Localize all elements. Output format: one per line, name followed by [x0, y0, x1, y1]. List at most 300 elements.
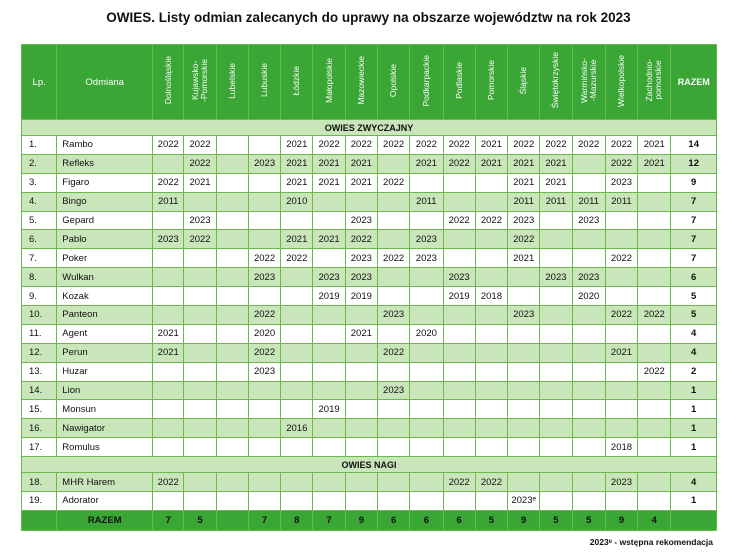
row-year-cell: [540, 473, 572, 492]
table-row: [22, 306, 717, 325]
row-year-cell: [475, 419, 507, 438]
row-year-cell: 2022: [572, 136, 605, 155]
row-year-cell: 2023: [540, 268, 572, 287]
row-year-cell: [248, 230, 280, 249]
row-year-cell: [475, 343, 507, 362]
row-year-cell: [475, 362, 507, 381]
row-year-cell: [572, 343, 605, 362]
row-year-cell: [248, 211, 280, 230]
row-variety-name: Pablo: [57, 230, 153, 249]
row-year-cell: 2011: [410, 192, 443, 211]
row-year-cell: 2022: [377, 136, 409, 155]
row-year-cell: [410, 362, 443, 381]
row-year-cell: [184, 381, 216, 400]
row-year-cell: [153, 438, 184, 457]
row-year-cell: 2023: [572, 268, 605, 287]
row-year-cell: [443, 324, 475, 343]
row-year-cell: 2020: [410, 324, 443, 343]
row-lp: 9.: [22, 287, 57, 306]
row-year-cell: [216, 400, 248, 419]
row-year-cell: 2023: [508, 211, 540, 230]
row-year-cell: [508, 324, 540, 343]
row-year-cell: [248, 192, 280, 211]
row-year-cell: 2021: [345, 324, 377, 343]
row-lp: 16.: [22, 419, 57, 438]
row-year-cell: 2022: [281, 249, 313, 268]
row-year-cell: [281, 381, 313, 400]
row-year-cell: [377, 419, 409, 438]
row-year-cell: 2011: [572, 192, 605, 211]
row-year-cell: [377, 192, 409, 211]
row-year-cell: [313, 362, 345, 381]
row-year-cell: [281, 473, 313, 492]
row-year-cell: [248, 438, 280, 457]
row-year-cell: [377, 287, 409, 306]
row-year-cell: [216, 306, 248, 325]
row-year-cell: [184, 287, 216, 306]
row-year-cell: [410, 492, 443, 511]
row-year-cell: [540, 381, 572, 400]
row-year-cell: [508, 473, 540, 492]
row-year-cell: [184, 343, 216, 362]
row-year-cell: [508, 381, 540, 400]
row-lp: 4.: [22, 192, 57, 211]
row-year-cell: [184, 438, 216, 457]
row-variety-name: Adorator: [57, 492, 153, 511]
row-year-cell: [377, 230, 409, 249]
table-row: [22, 268, 717, 287]
row-year-cell: [638, 192, 671, 211]
row-year-cell: [345, 306, 377, 325]
row-year-cell: [313, 473, 345, 492]
table-row: [22, 473, 717, 492]
row-year-cell: [216, 211, 248, 230]
row-year-cell: 2022: [605, 306, 637, 325]
row-year-cell: [345, 192, 377, 211]
row-year-cell: 2021: [281, 173, 313, 192]
row-year-cell: 2011: [540, 192, 572, 211]
row-year-cell: [216, 419, 248, 438]
row-year-cell: 2021: [475, 136, 507, 155]
row-total: 1: [671, 381, 717, 400]
row-year-cell: [540, 306, 572, 325]
row-year-cell: 2023: [508, 306, 540, 325]
row-year-cell: 2022: [184, 136, 216, 155]
row-total: 5: [671, 306, 717, 325]
row-year-cell: [475, 306, 507, 325]
row-year-cell: 2011: [605, 192, 637, 211]
footer-count: 6: [410, 510, 443, 530]
row-year-cell: 2021: [540, 154, 572, 173]
row-year-cell: [184, 249, 216, 268]
row-year-cell: 2021: [605, 343, 637, 362]
row-year-cell: [377, 154, 409, 173]
row-year-cell: [475, 324, 507, 343]
row-year-cell: [638, 400, 671, 419]
row-year-cell: [410, 343, 443, 362]
row-year-cell: 2023: [345, 249, 377, 268]
header-region: Opolskie: [377, 45, 409, 120]
row-total: 7: [671, 230, 717, 249]
row-year-cell: [605, 419, 637, 438]
row-year-cell: [345, 438, 377, 457]
row-year-cell: [443, 192, 475, 211]
row-year-cell: 2022: [508, 136, 540, 155]
recommendation-table: [21, 44, 717, 531]
section-row: [22, 457, 717, 473]
row-year-cell: 2022: [605, 249, 637, 268]
table-row: [22, 192, 717, 211]
footer-count: 4: [638, 510, 671, 530]
row-year-cell: [216, 492, 248, 511]
row-total: 9: [671, 173, 717, 192]
row-year-cell: 2011: [508, 192, 540, 211]
row-year-cell: [377, 400, 409, 419]
row-lp: 7.: [22, 249, 57, 268]
row-year-cell: 2022: [638, 362, 671, 381]
row-year-cell: 2022: [313, 136, 345, 155]
row-year-cell: 2022: [248, 306, 280, 325]
row-year-cell: 2022: [153, 136, 184, 155]
section-label: OWIES NAGI: [22, 457, 717, 473]
row-year-cell: [443, 306, 475, 325]
row-lp: 17.: [22, 438, 57, 457]
table-row: [22, 249, 717, 268]
row-lp: 3.: [22, 173, 57, 192]
row-year-cell: [540, 211, 572, 230]
row-year-cell: [443, 492, 475, 511]
row-year-cell: [443, 419, 475, 438]
row-year-cell: [605, 268, 637, 287]
row-year-cell: [638, 211, 671, 230]
row-year-cell: [605, 324, 637, 343]
row-total: 6: [671, 268, 717, 287]
row-variety-name: Refleks: [57, 154, 153, 173]
row-lp: 15.: [22, 400, 57, 419]
row-year-cell: 2018: [475, 287, 507, 306]
row-year-cell: [475, 249, 507, 268]
row-year-cell: 2023: [377, 381, 409, 400]
row-year-cell: [572, 473, 605, 492]
row-total: 1: [671, 419, 717, 438]
row-lp: 5.: [22, 211, 57, 230]
row-total: 1: [671, 492, 717, 511]
row-year-cell: 2022: [638, 306, 671, 325]
row-year-cell: [377, 211, 409, 230]
row-year-cell: [313, 381, 345, 400]
row-lp: 1.: [22, 136, 57, 155]
footer-count: 9: [605, 510, 637, 530]
row-year-cell: [153, 154, 184, 173]
row-year-cell: [153, 419, 184, 438]
row-lp: 2.: [22, 154, 57, 173]
header-region: Świętokrzyskie: [540, 45, 572, 120]
row-year-cell: [184, 419, 216, 438]
row-year-cell: [216, 362, 248, 381]
row-year-cell: [281, 362, 313, 381]
row-year-cell: [638, 268, 671, 287]
row-year-cell: [313, 306, 345, 325]
row-year-cell: [443, 362, 475, 381]
row-year-cell: [216, 438, 248, 457]
table-row: [22, 419, 717, 438]
row-total: 4: [671, 324, 717, 343]
row-year-cell: [216, 173, 248, 192]
row-total: 2: [671, 362, 717, 381]
row-year-cell: [410, 268, 443, 287]
row-year-cell: [508, 419, 540, 438]
row-year-cell: [345, 400, 377, 419]
row-year-cell: [572, 381, 605, 400]
row-year-cell: [638, 343, 671, 362]
row-year-cell: [153, 492, 184, 511]
footer-count: 6: [377, 510, 409, 530]
row-year-cell: [443, 230, 475, 249]
row-year-cell: [313, 324, 345, 343]
row-year-cell: [153, 400, 184, 419]
row-year-cell: [572, 154, 605, 173]
row-year-cell: 2023: [443, 268, 475, 287]
row-year-cell: [281, 400, 313, 419]
row-year-cell: [281, 343, 313, 362]
footer-count: [216, 510, 248, 530]
row-year-cell: 2016: [281, 419, 313, 438]
row-year-cell: 2023: [605, 473, 637, 492]
row-year-cell: [638, 324, 671, 343]
row-variety-name: Wulkan: [57, 268, 153, 287]
row-variety-name: Lion: [57, 381, 153, 400]
row-year-cell: 2018: [605, 438, 637, 457]
row-year-cell: [572, 306, 605, 325]
row-year-cell: [248, 473, 280, 492]
row-year-cell: 2023: [184, 211, 216, 230]
row-year-cell: [572, 419, 605, 438]
row-year-cell: 2021: [638, 136, 671, 155]
row-year-cell: [216, 230, 248, 249]
row-year-cell: [605, 400, 637, 419]
row-year-cell: [345, 381, 377, 400]
row-year-cell: 2022: [443, 473, 475, 492]
row-year-cell: [377, 473, 409, 492]
row-lp: 19.: [22, 492, 57, 511]
row-year-cell: [248, 136, 280, 155]
row-year-cell: [313, 438, 345, 457]
row-year-cell: [443, 438, 475, 457]
row-year-cell: [605, 287, 637, 306]
row-year-cell: 2019: [345, 287, 377, 306]
row-year-cell: [184, 362, 216, 381]
row-variety-name: Figaro: [57, 173, 153, 192]
row-variety-name: Bingo: [57, 192, 153, 211]
header-region: Kujawsko- -Pomorskie: [184, 45, 216, 120]
row-total: 4: [671, 473, 717, 492]
row-year-cell: 2021: [345, 173, 377, 192]
header-region: Lubuskie: [248, 45, 280, 120]
row-year-cell: [410, 419, 443, 438]
row-year-cell: [572, 249, 605, 268]
footer-count: 5: [540, 510, 572, 530]
row-year-cell: 2021: [153, 324, 184, 343]
row-year-cell: [345, 473, 377, 492]
row-total: 7: [671, 192, 717, 211]
row-year-cell: [216, 249, 248, 268]
row-year-cell: 2023ᵉ: [508, 492, 540, 511]
row-year-cell: 2022: [345, 230, 377, 249]
row-year-cell: [377, 492, 409, 511]
row-year-cell: 2023: [377, 306, 409, 325]
row-year-cell: [410, 173, 443, 192]
recommendation-table-wrapper: [21, 44, 717, 531]
row-lp: 8.: [22, 268, 57, 287]
row-total: 7: [671, 249, 717, 268]
footer-count: 5: [184, 510, 216, 530]
row-year-cell: 2023: [313, 268, 345, 287]
row-year-cell: 2022: [184, 154, 216, 173]
row-year-cell: [153, 268, 184, 287]
table-row: [22, 211, 717, 230]
row-year-cell: [540, 249, 572, 268]
row-variety-name: Kozak: [57, 287, 153, 306]
row-year-cell: [184, 473, 216, 492]
row-year-cell: 2022: [345, 136, 377, 155]
header-region: Warmińsko- -Mazurskie: [572, 45, 605, 120]
row-year-cell: [281, 211, 313, 230]
row-year-cell: [572, 173, 605, 192]
row-year-cell: [153, 362, 184, 381]
row-year-cell: [508, 400, 540, 419]
header-region: Pomorskie: [475, 45, 507, 120]
row-year-cell: [248, 287, 280, 306]
row-lp: 18.: [22, 473, 57, 492]
row-year-cell: 2021: [508, 173, 540, 192]
row-year-cell: [443, 249, 475, 268]
row-year-cell: [540, 400, 572, 419]
row-year-cell: [313, 343, 345, 362]
row-year-cell: [410, 438, 443, 457]
row-year-cell: [184, 492, 216, 511]
row-year-cell: 2021: [184, 173, 216, 192]
row-year-cell: 2023: [410, 249, 443, 268]
row-year-cell: 2023: [248, 268, 280, 287]
row-year-cell: [410, 287, 443, 306]
row-year-cell: [443, 400, 475, 419]
table-row: [22, 154, 717, 173]
footer-count: 5: [572, 510, 605, 530]
header-region: Wielkopolskie: [605, 45, 637, 120]
table-row: [22, 400, 717, 419]
row-year-cell: [638, 381, 671, 400]
row-year-cell: 2021: [313, 173, 345, 192]
row-year-cell: [410, 306, 443, 325]
row-year-cell: [313, 192, 345, 211]
row-year-cell: 2022: [377, 249, 409, 268]
row-year-cell: [216, 324, 248, 343]
table-row: [22, 287, 717, 306]
row-year-cell: [216, 343, 248, 362]
row-year-cell: [248, 419, 280, 438]
row-year-cell: [248, 173, 280, 192]
row-year-cell: [313, 419, 345, 438]
row-year-cell: 2023: [410, 230, 443, 249]
row-total: 7: [671, 211, 717, 230]
row-year-cell: 2021: [281, 230, 313, 249]
row-year-cell: 2022: [605, 136, 637, 155]
row-year-cell: 2023: [605, 173, 637, 192]
row-year-cell: 2023: [153, 230, 184, 249]
row-year-cell: [572, 230, 605, 249]
row-year-cell: [184, 192, 216, 211]
table-row: [22, 362, 717, 381]
row-year-cell: [153, 306, 184, 325]
row-year-cell: [184, 268, 216, 287]
row-year-cell: 2021: [508, 249, 540, 268]
row-year-cell: 2021: [281, 154, 313, 173]
row-variety-name: Huzar: [57, 362, 153, 381]
row-year-cell: 2022: [410, 136, 443, 155]
header-lp: Lp.: [22, 45, 57, 120]
row-year-cell: [605, 381, 637, 400]
row-lp: 13.: [22, 362, 57, 381]
row-year-cell: 2022: [475, 473, 507, 492]
row-year-cell: 2021: [638, 154, 671, 173]
row-year-cell: [216, 154, 248, 173]
row-year-cell: [216, 473, 248, 492]
row-year-cell: [153, 211, 184, 230]
row-year-cell: 2022: [377, 173, 409, 192]
row-variety-name: Monsun: [57, 400, 153, 419]
row-year-cell: [638, 230, 671, 249]
header-region: Podlaskie: [443, 45, 475, 120]
row-year-cell: [638, 249, 671, 268]
row-year-cell: [638, 173, 671, 192]
row-year-cell: 2022: [184, 230, 216, 249]
row-year-cell: 2021: [508, 154, 540, 173]
row-year-cell: 2023: [248, 154, 280, 173]
row-year-cell: 2022: [443, 154, 475, 173]
row-year-cell: [153, 381, 184, 400]
row-year-cell: [475, 438, 507, 457]
row-year-cell: [216, 381, 248, 400]
row-year-cell: [281, 438, 313, 457]
row-year-cell: [184, 400, 216, 419]
row-year-cell: [605, 362, 637, 381]
row-year-cell: [508, 438, 540, 457]
row-year-cell: 2022: [248, 343, 280, 362]
row-year-cell: [572, 400, 605, 419]
row-year-cell: 2022: [443, 136, 475, 155]
footer-count: 7: [313, 510, 345, 530]
row-total: 1: [671, 400, 717, 419]
row-year-cell: [377, 268, 409, 287]
header-region: Dolnośląskie: [153, 45, 184, 120]
table-row: [22, 173, 717, 192]
row-total: 1: [671, 438, 717, 457]
row-year-cell: [313, 492, 345, 511]
row-year-cell: [410, 473, 443, 492]
row-year-cell: [605, 230, 637, 249]
row-year-cell: 2019: [313, 287, 345, 306]
header-region: Mazowieckie: [345, 45, 377, 120]
row-year-cell: [605, 492, 637, 511]
row-year-cell: 2023: [572, 211, 605, 230]
row-year-cell: [216, 268, 248, 287]
row-year-cell: [638, 287, 671, 306]
footnote: 2023ᵉ - wstępna rekomendacja: [589, 537, 713, 547]
table-row: [22, 343, 717, 362]
row-variety-name: Perun: [57, 343, 153, 362]
table-row: [22, 136, 717, 155]
row-year-cell: 2010: [281, 192, 313, 211]
